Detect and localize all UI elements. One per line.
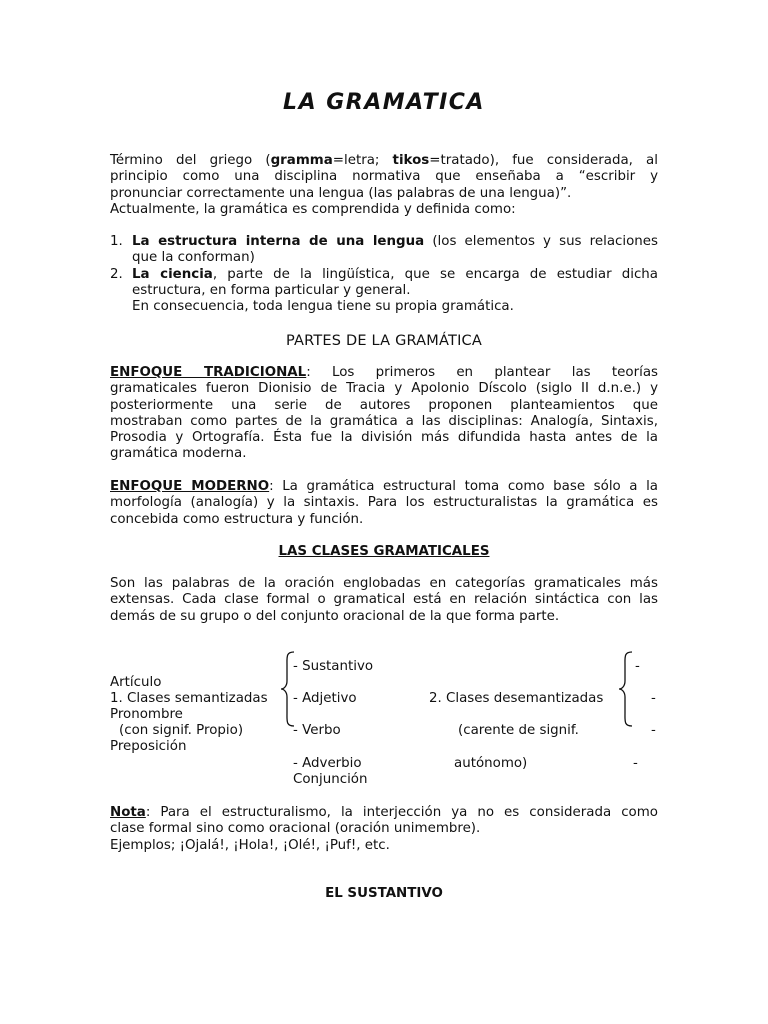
clases-paragraph: Son las palabras de la oración englobadas en categorías gramaticales más extensas. Cada clase formal o gramatical está en relación sintáctica con las demás de su grupo o del conjunto oracional de la que forma parte. — [110, 576, 658, 624]
scheme-carente: (carente de signif. — [458, 723, 579, 738]
scheme-adverbio: - Adverbio — [293, 756, 362, 771]
section-heading-partes: PARTES DE LA GRAMÁTICA — [286, 333, 482, 349]
scheme-conjuncion: Conjunción — [293, 772, 368, 787]
intro-line-2: principio como una disciplina normativa que enseñaba a “escribir y — [110, 169, 658, 185]
definition-item-1: 1. La estructura interna de una lengua (los elementos y sus relaciones que la conforman) — [110, 234, 659, 266]
scheme-adjetivo: - Adjetivo — [293, 691, 357, 706]
intro-paragraph — [110, 153, 658, 218]
section-heading-clases: LAS CLASES GRAMATICALES — [278, 544, 490, 559]
scheme-preposicion: Preposición — [110, 739, 187, 754]
tradicional-label: ENFOQUE TRADICIONAL — [110, 365, 307, 380]
scheme-sustantivo: - Sustantivo — [293, 659, 374, 674]
scheme-clases-semantizadas: 1. Clases semantizadas — [110, 691, 268, 706]
scheme-clases-desemantizadas: 2. Clases desemantizadas — [429, 691, 604, 706]
right-brace-icon — [618, 651, 634, 727]
scheme-articulo: Artículo — [110, 675, 162, 690]
page-title: LA GRAMATICA — [283, 90, 485, 115]
scheme-pronombre: Pronombre — [110, 707, 183, 722]
intro-line-3: pronunciar correctamente una lengua (las palabras de una lengua)”. — [110, 185, 572, 201]
scheme-dash: - — [635, 659, 640, 674]
section-heading-sustantivo: EL SUSTANTIVO — [325, 886, 443, 901]
definitions-list — [110, 234, 658, 315]
scheme-dash: - — [633, 756, 638, 771]
definition-term: La estructura interna de una lengua — [132, 234, 425, 249]
scheme-dash: - — [651, 723, 656, 738]
nota-paragraph: Nota: Para el estructuralismo, la interjección ya no es considerada como clase formal sino como oracional (oración unimembre). Ejemplos; ¡Ojalá!, ¡Hola!, ¡Olé!, ¡Puf!, etc. — [110, 805, 658, 853]
nota-label: Nota — [110, 805, 146, 820]
term-gramma: gramma — [270, 153, 333, 168]
definition-term: La ciencia — [132, 266, 213, 282]
definition-item-2: 2. La ciencia, parte de la lingüística, que se encarga de estudiar dicha estructura, en forma particular y general. En consecuencia, toda lengua tiene su propia gramática. — [110, 266, 659, 315]
intro-line-4: Actualmente, la gramática es comprendida y definida como: — [110, 201, 516, 217]
scheme-verbo: - Verbo — [293, 723, 341, 738]
intro-line-1: Término del griego (gramma=letra; tikos=tratado), fue considerada, al — [110, 153, 658, 168]
tradicional-paragraph: ENFOQUE TRADICIONAL: Los primeros en plantear las teorías gramaticales fueron Dionisio de Tracia y Apolonio Díscolo (siglo II d.n.e.) y posteriormente una serie de autores proponen planteamientos que mostraban como partes de la gramática a las disciplinas: Analogía, Sintaxis, Prosodia y Ortografía. Ésta fue la división más difundida hasta antes de la gramática moderna. — [110, 365, 658, 462]
scheme-dash: - — [651, 691, 656, 706]
scheme-autonomo: autónomo) — [454, 756, 528, 771]
moderno-label: ENFOQUE MODERNO — [110, 479, 270, 494]
scheme-con-signif: (con signif. Propio) — [119, 723, 244, 738]
moderno-paragraph: ENFOQUE MODERNO: La gramática estructural toma como base sólo a la morfología (analogía) y la sintaxis. Para los estructuralistas la gramática es concebida como estructura y función. — [110, 479, 659, 527]
term-tikos: tikos — [392, 153, 430, 168]
